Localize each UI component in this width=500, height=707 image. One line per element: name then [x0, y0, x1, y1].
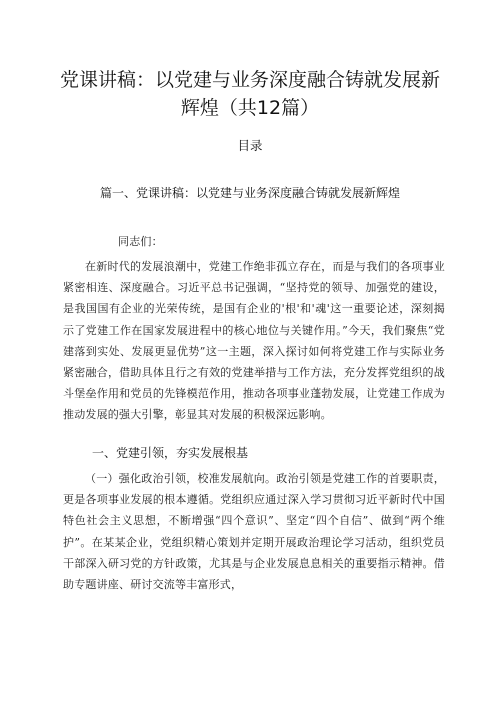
toc-label: 目录 [237, 138, 263, 153]
paragraph-section-1: （一）强化政治引领，校准发展航向。政治引领是党建工作的首要职责，更是各项事业发展的根本遵循。党组织应通过深入学习贯彻习近平新时代中国特色社会主义思想，不断增强“四个意识”、坚定“四个自信”、做到“两个维护”。在某某企业，党组织精心策划并定期开展政治理论学习活动，组织党员干部深入研习党的方针政策，尤其是与企业发展息息相关的重要指示精神。借助专题讲座、研讨交流等丰富形式， [63, 472, 445, 592]
section-heading: 一、党建引领，夯实发展根基 [92, 446, 249, 460]
greeting: 同志们： [118, 235, 163, 248]
paragraph-intro: 在新时代的发展浪潮中，党建工作绝非孤立存在，而是与我们的各项事业紧密相连、深度融合。习近平总书记强调，“坚持党的领导、加强党的建设，是我国国有企业的光荣传统，是国有企业的'根'和'魂'这一重要论述，深刻揭示了党建工作在国家发展进程中的核心地位与关键作用。”今天，我们聚焦“党建落到实处、发展更显优势”这一主题，深入探讨如何将党建工作与实际业务紧密融合，借助具体且行之有效的党建举措与工作方法，充分发挥党组织的战斗堡垒作用和党员的先锋模范作用，推动各项事业蓬勃发展，让党建工作成为推动发展的强大引擎，彰显其对发展的积极深远影响。 [63, 260, 445, 422]
part-heading: 篇一、党课讲稿：以党建与业务深度融合铸就发展新辉煌 [99, 186, 400, 200]
document-title: 党课讲稿：以党建与业务深度融合铸就发展新辉煌（共12篇） [60, 69, 441, 119]
